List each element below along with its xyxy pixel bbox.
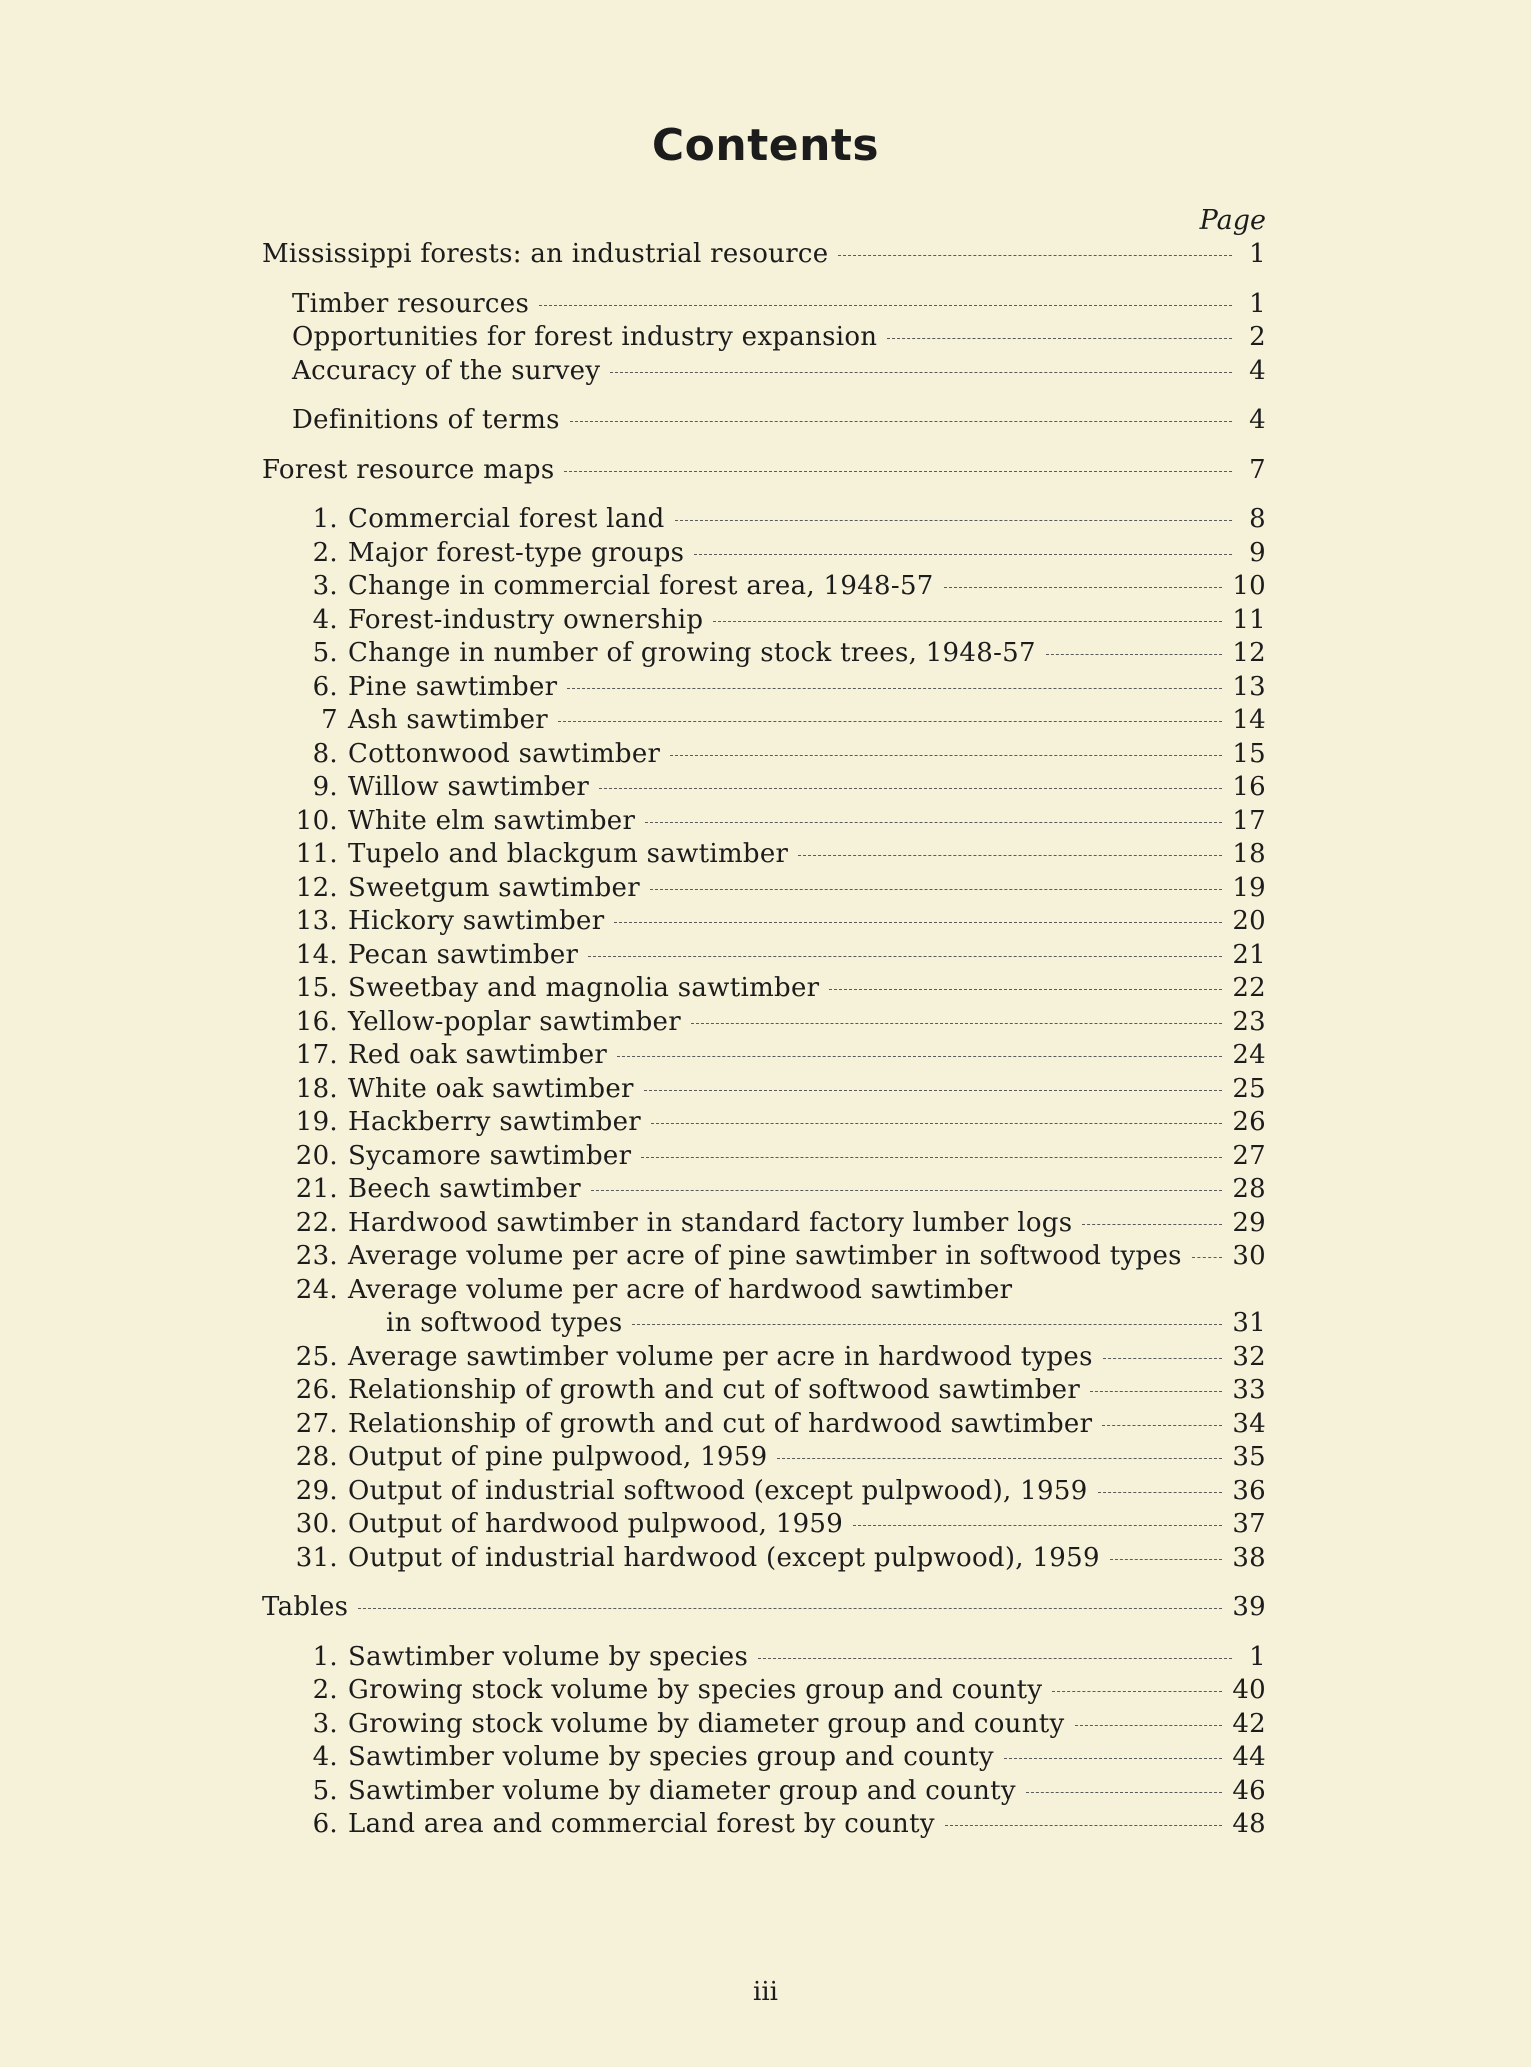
dot-leader [1026,1792,1222,1793]
toc-entry-page: 12 [1232,638,1266,668]
toc-entry [262,1542,1266,1576]
dot-leader [644,1090,1223,1091]
toc-entry-page: 26 [1232,1107,1266,1137]
toc-entry-number: 5. [312,638,338,668]
toc-entry [262,1775,1266,1809]
toc-entry [262,872,1266,906]
dot-leader [675,520,1232,521]
toc-entry [262,1274,1266,1308]
toc-entry-number: 15. [295,973,338,1003]
toc-entry-number: 6. [312,1809,338,1839]
toc-entry-number: 29. [295,1475,338,1506]
toc-entry-number: 9. [312,772,338,802]
toc-entry-label: Average volume per acre of pine sawtimber in softwood types [348,1241,1182,1271]
toc-entry-page: 37 [1232,1509,1266,1539]
dot-leader [567,688,1222,689]
toc-entry-label: Sycamore sawtimber [348,1140,632,1171]
toc-entry-number: 18. [295,1073,338,1104]
toc-entry [262,321,1266,355]
toc-entry-label: Sweetbay and magnolia sawtimber [348,973,820,1003]
dot-leader [853,1525,1222,1526]
toc-entry-page: 18 [1232,839,1266,869]
toc-entry-label: Major forest-type groups [348,537,685,568]
toc-entry-label: Growing stock volume by diameter group and county [348,1708,1065,1739]
toc-entry-page: 17 [1232,805,1266,836]
toc-entry-number: 24. [295,1274,338,1305]
toc-entry-page: 7 [1249,454,1266,485]
toc-entry-label: Mississippi forests: an industrial resource [262,239,829,269]
toc-entry-label: Relationship of growth and cut of hardwood sawtimber [348,1408,1093,1439]
dot-leader [838,255,1232,256]
toc-entry-number: 2. [312,537,338,568]
toc-entry-number: 31. [295,1542,338,1573]
toc-entry-label: Forest-industry ownership [348,604,704,635]
toc-entry-page: 13 [1232,671,1266,702]
toc-entry-page: 24 [1232,1040,1266,1070]
dot-leader [599,788,1222,789]
toc-entry-page: 15 [1232,738,1266,769]
toc-entry [262,570,1266,604]
dot-leader [713,621,1222,622]
dot-leader [1075,1725,1223,1726]
toc-entry-label: Output of pine pulpwood, 1959 [348,1442,768,1472]
toc-entry [262,637,1266,671]
toc-entry-page: 22 [1232,973,1266,1003]
dot-leader [1103,1358,1223,1359]
toc-entry [262,1741,1266,1775]
toc-entry-label: Hackberry sawtimber [348,1107,642,1137]
toc-entry-label: Growing stock volume by species group and county [348,1675,1043,1705]
toc-entry-page: 42 [1232,1708,1266,1739]
dot-leader [641,1157,1222,1158]
toc-entry-number: 22. [295,1207,338,1238]
toc-entry-page: 44 [1232,1742,1266,1772]
toc-entry [262,1006,1266,1040]
toc-entry [262,404,1266,438]
toc-entry [262,738,1266,772]
toc-entry-page: 38 [1232,1542,1266,1573]
dot-leader [1090,1391,1222,1392]
toc-entry-label: Commercial forest land [348,504,665,534]
toc-entry-page: 23 [1232,1006,1266,1037]
toc-entry-page: 20 [1232,906,1266,936]
toc-entry [262,1073,1266,1107]
toc-entry [262,288,1266,322]
toc-entry [262,1808,1266,1842]
toc-entry-label: Change in commercial forest area, 1948-57 [348,571,934,601]
dot-leader [945,1825,1222,1826]
toc-entry-label: Output of industrial softwood (except pulpwood), 1959 [348,1475,1088,1506]
toc-entry-label: Pecan sawtimber [348,939,579,970]
toc-entry-number: 23. [295,1241,338,1271]
toc-entry-label: Tables [262,1592,349,1622]
toc-entry-label: Sawtimber volume by diameter group and county [348,1775,1016,1806]
toc-entry-label: Definitions of terms [292,405,560,435]
toc-entry [262,1591,1266,1625]
toc-entry-label: Output of industrial hardwood (except pulpwood), 1959 [348,1542,1100,1573]
toc-entry-page: 1 [1249,1641,1266,1672]
toc-entry-page: 28 [1232,1174,1266,1204]
toc-entry-number: 26. [295,1375,338,1405]
toc-entry-page: 29 [1232,1207,1266,1238]
toc-entry-number: 14. [295,939,338,970]
toc-entry-label: Opportunities for forest industry expansion [292,322,878,352]
toc-entry-number: 30. [295,1509,338,1539]
dot-leader [1102,1425,1222,1426]
toc-entry-label: Sawtimber volume by species [348,1641,749,1672]
toc-entry-label: Output of hardwood pulpwood, 1959 [348,1509,844,1539]
toc-entry-page: 10 [1232,571,1266,601]
toc-entry-label: in softwood types [386,1308,623,1338]
dot-leader [1052,1691,1222,1692]
toc-entry-label: Sweetgum sawtimber [348,872,640,903]
toc-entry-number: 13. [295,906,338,936]
toc-entry-label: Hickory sawtimber [348,906,605,936]
table-of-contents [262,238,1266,1842]
dot-leader [694,554,1232,555]
toc-entry-number: 25. [295,1341,338,1372]
toc-entry [262,537,1266,571]
toc-entry-label: Willow sawtimber [348,772,590,802]
toc-entry-label: Tupelo and blackgum sawtimber [348,839,789,869]
toc-entry-page: 30 [1232,1241,1266,1271]
toc-entry [262,1240,1266,1274]
toc-entry-page: 46 [1232,1775,1266,1806]
dot-leader [1192,1257,1223,1258]
dot-leader [588,956,1222,957]
toc-entry [262,671,1266,705]
toc-entry-number: 21. [295,1174,338,1204]
dot-leader [617,1056,1222,1057]
toc-entry-number: 4. [312,604,338,635]
toc-entry-label: Red oak sawtimber [348,1040,608,1070]
toc-entry [262,1508,1266,1542]
toc-entry-label: Ash sawtimber [348,705,549,735]
toc-entry [262,238,1266,272]
toc-entry-page: 14 [1232,705,1266,735]
toc-entry [262,805,1266,839]
toc-entry-number: 5. [312,1775,338,1806]
dot-leader [829,989,1222,990]
toc-entry [262,1674,1266,1708]
toc-entry-number: 3. [312,1708,338,1739]
toc-entry-number: 6. [312,671,338,702]
toc-entry-number: 20. [295,1140,338,1171]
toc-entry [262,1408,1266,1442]
toc-entry-label: Average volume per acre of hardwood sawtimber [348,1274,1013,1305]
toc-entry [262,972,1266,1006]
toc-entry-page: 48 [1232,1809,1266,1839]
dot-leader [591,1190,1222,1191]
toc-entry [262,355,1266,389]
dot-leader [1098,1492,1223,1493]
dot-leader [1046,654,1222,655]
toc-entry-page: 19 [1232,872,1266,903]
toc-entry-page: 2 [1249,322,1266,352]
page-column-header: Page [1199,205,1266,236]
toc-entry-page: 21 [1232,939,1266,970]
toc-entry-page: 35 [1232,1442,1266,1472]
toc-entry-label: Average sawtimber volume per acre in hardwood types [348,1341,1093,1372]
toc-entry-label: Forest resource maps [262,454,555,485]
toc-entry-label: Yellow-poplar sawtimber [348,1006,681,1037]
dot-leader [632,1324,1222,1325]
dot-leader [564,471,1232,472]
toc-entry-page: 32 [1232,1341,1266,1372]
toc-entry-number: 27. [295,1408,338,1439]
toc-entry-page: 11 [1232,604,1266,635]
toc-entry-label: Change in number of growing stock trees, 1948-57 [348,638,1036,668]
toc-entry-label: Relationship of growth and cut of softwood sawtimber [348,1375,1081,1405]
toc-entry-number: 1. [312,504,338,534]
toc-entry-page: 4 [1249,405,1266,435]
page-folio: iii [753,1977,778,2007]
toc-entry [262,1106,1266,1140]
toc-entry [262,1039,1266,1073]
dot-leader [887,338,1232,339]
dot-leader [570,421,1232,422]
toc-entry [262,1140,1266,1174]
toc-entry-page: 40 [1232,1675,1266,1705]
toc-entry-page: 9 [1249,537,1266,568]
toc-entry-page: 1 [1249,288,1266,319]
toc-entry [262,939,1266,973]
toc-entry-number: 8. [312,738,338,769]
toc-entry-label: Pine sawtimber [348,671,558,702]
toc-entry [262,1441,1266,1475]
toc-entry-page: 31 [1232,1308,1266,1338]
toc-entry-number: 7 [321,705,338,735]
toc-entry-number: 11. [295,839,338,869]
dot-leader [650,889,1222,890]
toc-entry-label: White oak sawtimber [348,1073,634,1104]
toc-entry-page: 8 [1249,504,1266,534]
toc-entry-page: 39 [1232,1592,1266,1622]
toc-entry-number: 4. [312,1742,338,1772]
toc-entry [262,1341,1266,1375]
dot-leader [358,1608,1222,1609]
dot-leader [539,305,1232,306]
dot-leader [670,755,1222,756]
toc-entry [262,704,1266,738]
toc-entry [262,1708,1266,1742]
dot-leader [1082,1224,1222,1225]
toc-entry-page: 4 [1249,355,1266,386]
dot-leader [1004,1758,1222,1759]
toc-entry [262,454,1266,488]
dot-leader [610,372,1232,373]
dot-leader [558,721,1222,722]
toc-entry-number: 10. [295,805,338,836]
toc-entry [262,1475,1266,1509]
dot-leader [944,587,1223,588]
dot-leader [651,1123,1222,1124]
toc-entry-label: Hardwood sawtimber in standard factory lumber logs [348,1207,1073,1238]
toc-entry-page: 1 [1249,239,1266,269]
dot-leader [614,922,1222,923]
toc-entry-page: 34 [1232,1408,1266,1439]
dot-leader [691,1023,1222,1024]
toc-entry-number: 19. [295,1107,338,1137]
toc-entry-number: 28. [295,1442,338,1472]
dot-leader [1110,1559,1223,1560]
dot-leader [645,822,1222,823]
toc-entry-number: 12. [295,872,338,903]
dot-leader [758,1658,1232,1659]
dot-leader [777,1458,1222,1459]
toc-entry-label: Timber resources [292,288,530,319]
toc-entry-label: Cottonwood sawtimber [348,738,661,769]
toc-entry [262,771,1266,805]
toc-entry [262,1173,1266,1207]
toc-entry-label: Sawtimber volume by species group and county [348,1742,994,1772]
toc-entry-label: White elm sawtimber [348,805,636,836]
toc-entry-label: Beech sawtimber [348,1174,581,1204]
toc-entry [262,1641,1266,1675]
toc-entry [262,503,1266,537]
toc-entry-page: 16 [1232,772,1266,802]
toc-entry-page: 36 [1232,1475,1266,1506]
toc-entry-number: 16. [295,1006,338,1037]
toc-entry [262,1374,1266,1408]
toc-entry-number: 17. [295,1040,338,1070]
toc-entry-number: 1. [312,1641,338,1672]
toc-entry-page: 25 [1232,1073,1266,1104]
toc-entry [262,1307,1266,1341]
toc-entry [262,905,1266,939]
toc-entry [262,1207,1266,1241]
toc-entry-label: Land area and commercial forest by county [348,1809,935,1839]
toc-entry-number: 3. [312,571,338,601]
dot-leader [798,855,1222,856]
toc-entry-label: Accuracy of the survey [292,355,601,386]
toc-entry [262,838,1266,872]
toc-entry-number: 2. [312,1675,338,1705]
toc-entry-page: 27 [1232,1140,1266,1171]
page-title: Contents [651,120,880,171]
toc-entry [262,604,1266,638]
toc-entry-page: 33 [1232,1375,1266,1405]
